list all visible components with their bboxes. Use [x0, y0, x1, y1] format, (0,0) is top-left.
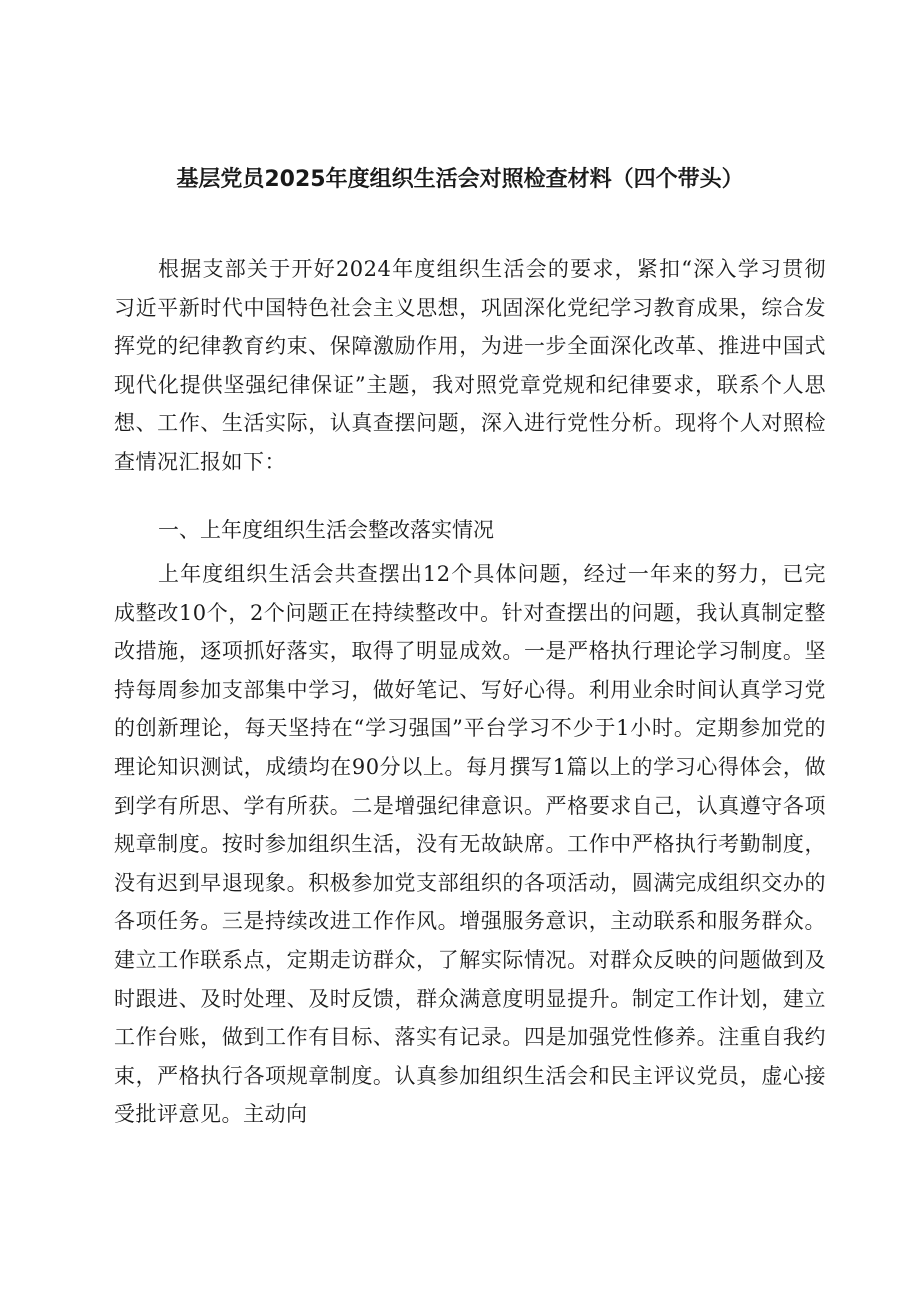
section-heading: 一、上年度组织生活会整改落实情况 [158, 518, 494, 542]
document-title: 基层党员2025年度组织生活会对照检查材料（四个带头） [176, 167, 744, 192]
intro-paragraph: 根据支部关于开好2024年度组织生活会的要求，紧扣“深入学习贯彻习近平新时代中国特色社会主义思想，巩固深化党纪学习教育成果，综合发挥党的纪律教育约束、保障激励作用，为进一步全面深化改革、推进中国式现代化提供坚强纪律保证”主题，我对照党章党规和纪律要求，联系个人思想、工作、生活实际，认真查摆问题，深入进行党性分析。现将个人对照检查情况汇报如下： [114, 257, 826, 474]
intro-section [114, 250, 826, 482]
section-body [114, 555, 826, 1134]
section-paragraph: 上年度组织生活会共查摆出12个具体问题，经过一年来的努力，已完成整改10个，2个问题正在持续整改中。针对查摆出的问题，我认真制定整改措施，逐项抓好落实，取得了明显成效。一是严格执行理论学习制度。坚持每周参加支部集中学习，做好笔记、写好心得。利用业余时间认真学习党的创新理论，每天坚持在“学习强国”平台学习不少于1小时。定期参加党的理论知识测试，成绩均在90分以上。每月撰写1篇以上的学习心得体会，做到学有所思、学有所获。二是增强纪律意识。严格要求自己，认真遵守各项规章制度。按时参加组织生活，没有无故缺席。工作中严格执行考勤制度，没有迟到早退现象。积极参加党支部组织的各项活动，圆满完成组织交办的各项任务。三是持续改进工作作风。增强服务意识，主动联系和服务群众。建立工作联系点，定期走访群众，了解实际情况。对群众反映的问题做到及时跟进、及时处理、及时反馈，群众满意度明显提升。制定工作计划，建立工作台账，做到工作有目标、落实有记录。四是加强党性修养。注重自我约束，严格执行各项规章制度。认真参加组织生活会和民主评议党员，虚心接受批评意见。主动向 [114, 562, 826, 1127]
